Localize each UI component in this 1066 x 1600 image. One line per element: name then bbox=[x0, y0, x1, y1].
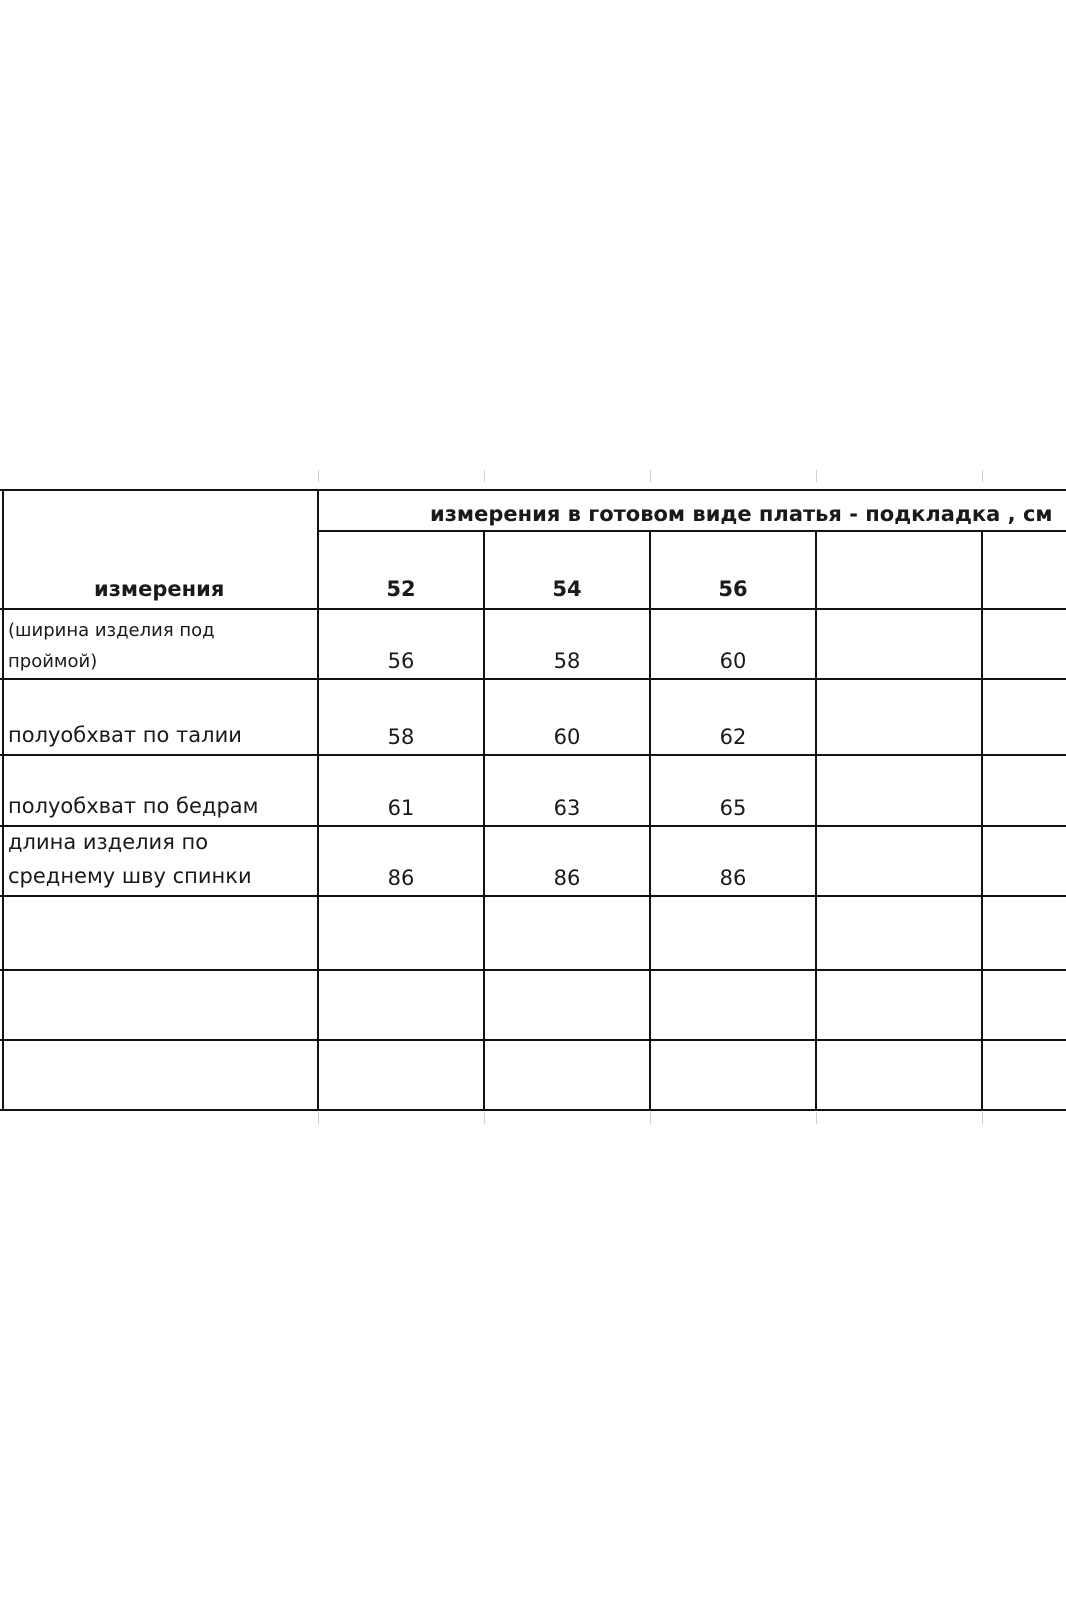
grid-stub bbox=[816, 1112, 817, 1124]
table-border-top bbox=[0, 489, 1066, 491]
column-divider bbox=[317, 489, 319, 1111]
row-divider bbox=[0, 969, 1066, 971]
row-divider bbox=[0, 678, 1066, 680]
table-cell: 58 bbox=[387, 725, 415, 749]
row-label: среднему шву спинки bbox=[8, 864, 252, 888]
column-divider bbox=[483, 530, 485, 1111]
table-cell: 65 bbox=[719, 796, 747, 820]
grid-stub bbox=[650, 470, 651, 482]
grid-stub bbox=[318, 470, 319, 482]
table-cell: 86 bbox=[387, 866, 415, 890]
size-header-52: 52 bbox=[386, 577, 416, 601]
grid-stub bbox=[318, 1112, 319, 1124]
table-border-bottom bbox=[0, 1109, 1066, 1111]
size-header-54: 54 bbox=[552, 577, 582, 601]
grid-stub bbox=[650, 1112, 651, 1124]
grid-stub bbox=[484, 470, 485, 482]
row-divider bbox=[0, 754, 1066, 756]
row-label: полуобхват по бедрам bbox=[8, 794, 259, 818]
column-divider bbox=[981, 530, 983, 1111]
row-divider bbox=[0, 608, 1066, 610]
table-cell: 61 bbox=[387, 796, 415, 820]
group-header: измерения в готовом виде платья - подкладка , см bbox=[430, 502, 1053, 526]
row-header: измерения bbox=[94, 577, 225, 601]
grid-stub bbox=[982, 470, 983, 482]
table-cell: 62 bbox=[719, 725, 747, 749]
table-cell: 86 bbox=[553, 866, 581, 890]
column-divider bbox=[649, 530, 651, 1111]
table-border-left bbox=[2, 489, 4, 1111]
grid-stub bbox=[816, 470, 817, 482]
row-divider bbox=[0, 1039, 1066, 1041]
row-divider bbox=[0, 895, 1066, 897]
row-label: полуобхват по талии bbox=[8, 723, 242, 747]
size-header-56: 56 bbox=[718, 577, 748, 601]
grid-stub bbox=[982, 1112, 983, 1124]
row-label: длина изделия по bbox=[8, 830, 209, 854]
table-cell: 60 bbox=[553, 725, 581, 749]
table-cell: 86 bbox=[719, 866, 747, 890]
table-cell: 60 bbox=[719, 649, 747, 673]
table-cell: 56 bbox=[387, 649, 415, 673]
column-divider bbox=[815, 530, 817, 1111]
table-cell: 63 bbox=[553, 796, 581, 820]
grid-stub bbox=[484, 1112, 485, 1124]
row-label: (ширина изделия под bbox=[8, 620, 215, 641]
table-cell: 58 bbox=[553, 649, 581, 673]
row-label: проймой) bbox=[8, 651, 98, 672]
